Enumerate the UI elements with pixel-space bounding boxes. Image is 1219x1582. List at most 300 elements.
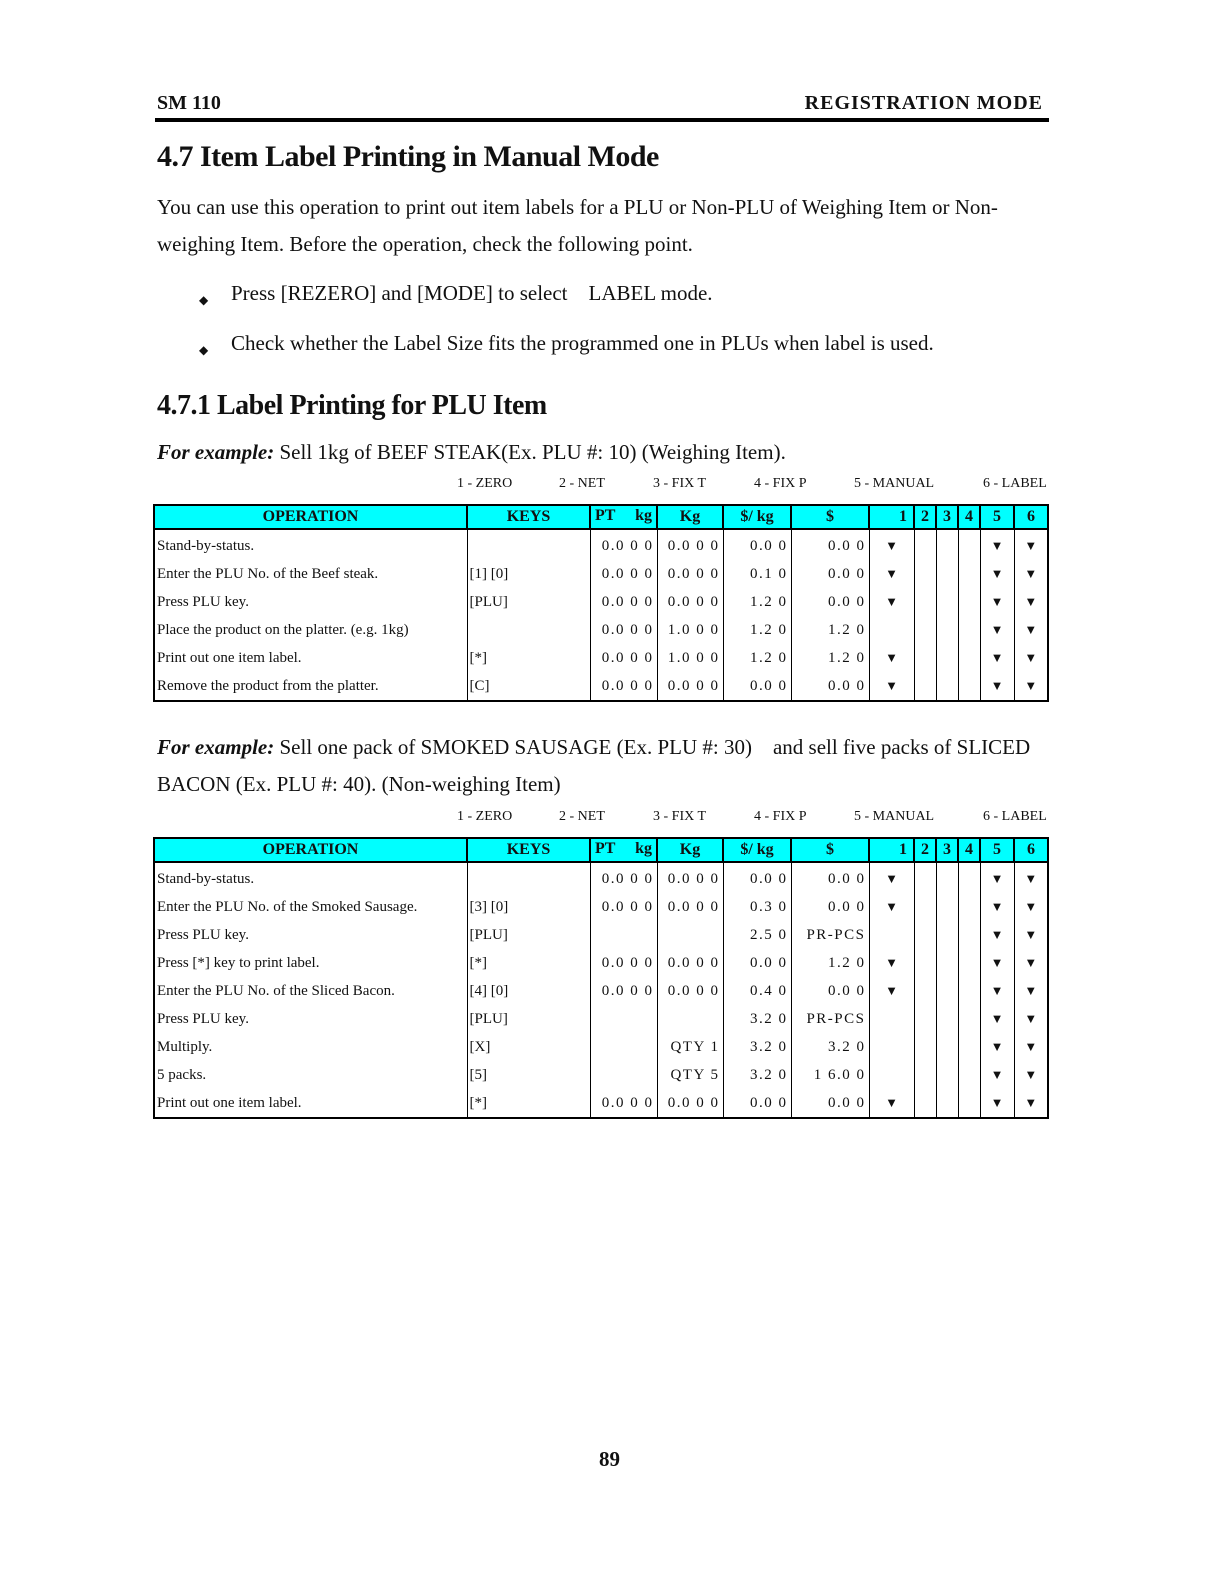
- operation-cell: Place the product on the platter. (e.g. 1kg): [154, 616, 467, 644]
- indicator-triangle-icon: ▼: [1024, 1039, 1038, 1054]
- weight-cell: 0.0 0 0: [657, 893, 723, 921]
- indicator-6-cell: [1014, 616, 1048, 644]
- indicator-6-cell: [1014, 1005, 1048, 1033]
- total-price-cell: 0.0 0: [791, 893, 869, 921]
- total-price-cell: 1.2 0: [791, 644, 869, 672]
- pt-cell: 0.0 0 0: [590, 644, 657, 672]
- operation-cell: Stand-by-status.: [154, 529, 467, 560]
- pt-cell: 0.0 0 0: [590, 616, 657, 644]
- indicator-triangle-icon: ▼: [990, 594, 1004, 609]
- weight-cell: 0.0 0 0: [657, 672, 723, 701]
- table-row: [154, 893, 1048, 921]
- indicator-legend: [157, 476, 1051, 496]
- indicator-triangle-icon: ▼: [1024, 650, 1038, 665]
- indicator-5-cell: [980, 893, 1014, 921]
- indicator-2-cell: [914, 949, 936, 977]
- pt-cell: 0.0 0 0: [590, 672, 657, 701]
- keys-cell: [PLU]: [467, 588, 590, 616]
- example-label: For example:: [157, 735, 275, 759]
- pt-cell: 0.0 0 0: [590, 529, 657, 560]
- indicator-6-cell: [1014, 529, 1048, 560]
- indicator-triangle-icon: ▼: [990, 955, 1004, 970]
- total-price-cell: 0.0 0: [791, 862, 869, 893]
- total-price-cell: 1 6.0 0: [791, 1061, 869, 1089]
- pt-cell: 0.0 0 0: [590, 977, 657, 1005]
- column-header-pt-kg: [590, 505, 657, 529]
- indicator-6-cell: [1014, 893, 1048, 921]
- indicator-1-cell: [869, 1005, 914, 1033]
- indicator-1-cell: [869, 862, 914, 893]
- pt-cell: [590, 1061, 657, 1089]
- table-row: [154, 1089, 1048, 1118]
- weight-cell: 1.0 0 0: [657, 644, 723, 672]
- pt-cell: 0.0 0 0: [590, 1089, 657, 1118]
- column-header-indicator-5: 5: [980, 838, 1014, 862]
- total-price-cell: PR-PCS: [791, 921, 869, 949]
- indicator-1-cell: [869, 644, 914, 672]
- weight-cell: 0.0 0 0: [657, 560, 723, 588]
- indicator-triangle-icon: ▼: [885, 983, 898, 998]
- indicator-4-cell: [958, 529, 980, 560]
- diamond-bullet-icon: ◆: [199, 343, 209, 357]
- indicator-2-cell: [914, 862, 936, 893]
- indicator-4-cell: [958, 1033, 980, 1061]
- indicator-triangle-icon: ▼: [1024, 1095, 1038, 1110]
- indicator-2-cell: [914, 921, 936, 949]
- indicator-1-cell: [869, 893, 914, 921]
- bullet-text: Press [REZERO] and [MODE] to select LABEL mode.: [231, 281, 713, 305]
- pt-cell: [590, 921, 657, 949]
- indicator-triangle-icon: ▼: [990, 678, 1004, 693]
- indicator-triangle-icon: ▼: [990, 927, 1004, 942]
- page-number: 89: [599, 1447, 620, 1471]
- keys-cell: [5]: [467, 1061, 590, 1089]
- indicator-3-cell: [936, 672, 958, 701]
- column-header-keys: KEYS: [467, 505, 590, 529]
- indicator-3-cell: [936, 1089, 958, 1118]
- weight-cell: [657, 921, 723, 949]
- indicator-triangle-icon: ▼: [1024, 1011, 1038, 1026]
- list-item: [195, 328, 934, 378]
- indicator-1-cell: [869, 977, 914, 1005]
- section-title: 4.7 Item Label Printing in Manual Mode: [157, 140, 659, 173]
- indicator-4-cell: [958, 921, 980, 949]
- indicator-3-cell: [936, 616, 958, 644]
- indicator-4-cell: [958, 1089, 980, 1118]
- indicator-4-cell: [958, 560, 980, 588]
- indicator-5-cell: [980, 977, 1014, 1005]
- indicator-triangle-icon: ▼: [990, 622, 1004, 637]
- keys-cell: [467, 616, 590, 644]
- unit-price-cell: 0.1 0: [723, 560, 791, 588]
- legend-item: 6 - LABEL: [983, 476, 1047, 491]
- column-header-indicator-1: 1: [869, 838, 914, 862]
- indicator-triangle-icon: ▼: [1024, 955, 1038, 970]
- total-price-cell: 0.0 0: [791, 529, 869, 560]
- keys-cell: [1] [0]: [467, 560, 590, 588]
- table-row: [154, 921, 1048, 949]
- unit-price-cell: 1.2 0: [723, 644, 791, 672]
- indicator-1-cell: [869, 1089, 914, 1118]
- legend-item: 5 - MANUAL: [854, 476, 935, 491]
- legend-item: 5 - MANUAL: [854, 809, 935, 824]
- manual-model: SM 110: [157, 92, 221, 114]
- keys-cell: [4] [0]: [467, 977, 590, 1005]
- pt-cell: 0.0 0 0: [590, 588, 657, 616]
- intro-paragraph: You can use this operation to print out item labels for a PLU or Non-PLU of Weighing Item or Non-weighing Item. Before the operation, check the following point.: [157, 195, 998, 256]
- indicator-2-cell: [914, 588, 936, 616]
- unit-price-cell: 0.0 0: [723, 672, 791, 701]
- indicator-6-cell: [1014, 560, 1048, 588]
- operation-cell: Enter the PLU No. of the Smoked Sausage.: [154, 893, 467, 921]
- weight-cell: 0.0 0 0: [657, 588, 723, 616]
- table-row: [154, 644, 1048, 672]
- indicator-triangle-icon: ▼: [990, 650, 1004, 665]
- table-row: [154, 949, 1048, 977]
- column-header-indicator-4: 4: [958, 838, 980, 862]
- example-text: Sell 1kg of BEEF STEAK(Ex. PLU #: 10) (Weighing Item).: [274, 440, 786, 464]
- legend-item: 4 - FIX P: [754, 809, 807, 824]
- indicator-5-cell: [980, 529, 1014, 560]
- indicator-4-cell: [958, 616, 980, 644]
- indicator-triangle-icon: ▼: [990, 1039, 1004, 1054]
- column-header-pt-unit: kg: [635, 840, 652, 857]
- column-header-pt-kg: [590, 838, 657, 862]
- column-header-indicator-2: 2: [914, 505, 936, 529]
- column-header-pt: PT: [595, 507, 616, 524]
- indicator-5-cell: [980, 588, 1014, 616]
- total-price-cell: 0.0 0: [791, 588, 869, 616]
- operation-cell: Press PLU key.: [154, 921, 467, 949]
- indicator-1-cell: [869, 672, 914, 701]
- indicator-triangle-icon: ▼: [885, 650, 898, 665]
- indicator-3-cell: [936, 529, 958, 560]
- weight-cell: 1.0 0 0: [657, 616, 723, 644]
- operation-table-2: [153, 837, 1049, 1119]
- indicator-triangle-icon: ▼: [885, 1095, 898, 1110]
- operation-cell: Enter the PLU No. of the Sliced Bacon.: [154, 977, 467, 1005]
- table-header-row: [154, 505, 1048, 529]
- column-header-total: $: [791, 838, 869, 862]
- table-header-row: [154, 838, 1048, 862]
- legend-item: 1 - ZERO: [457, 809, 513, 824]
- page-header: [155, 92, 1049, 122]
- indicator-5-cell: [980, 644, 1014, 672]
- indicator-triangle-icon: ▼: [885, 955, 898, 970]
- indicator-4-cell: [958, 588, 980, 616]
- unit-price-cell: 0.0 0: [723, 529, 791, 560]
- operation-cell: Press PLU key.: [154, 1005, 467, 1033]
- legend-item: 4 - FIX P: [754, 476, 807, 491]
- indicator-6-cell: [1014, 862, 1048, 893]
- indicator-3-cell: [936, 1005, 958, 1033]
- indicator-5-cell: [980, 1033, 1014, 1061]
- checklist: [195, 278, 934, 378]
- chapter-title: REGISTRATION MODE: [804, 92, 1043, 114]
- indicator-5-cell: [980, 949, 1014, 977]
- weight-cell: [657, 1005, 723, 1033]
- operation-cell: Multiply.: [154, 1033, 467, 1061]
- keys-cell: [3] [0]: [467, 893, 590, 921]
- indicator-4-cell: [958, 977, 980, 1005]
- indicator-triangle-icon: ▼: [990, 899, 1004, 914]
- indicator-triangle-icon: ▼: [1024, 622, 1038, 637]
- keys-cell: [X]: [467, 1033, 590, 1061]
- total-price-cell: 0.0 0: [791, 560, 869, 588]
- operation-cell: Enter the PLU No. of the Beef steak.: [154, 560, 467, 588]
- indicator-triangle-icon: ▼: [990, 871, 1004, 886]
- unit-price-cell: 3.2 0: [723, 1033, 791, 1061]
- indicator-6-cell: [1014, 921, 1048, 949]
- indicator-3-cell: [936, 977, 958, 1005]
- keys-cell: [*]: [467, 949, 590, 977]
- indicator-5-cell: [980, 1061, 1014, 1089]
- column-header-kg: Kg: [657, 505, 723, 529]
- indicator-6-cell: [1014, 1061, 1048, 1089]
- legend-item: 1 - ZERO: [457, 476, 513, 491]
- indicator-3-cell: [936, 1061, 958, 1089]
- indicator-2-cell: [914, 1061, 936, 1089]
- indicator-3-cell: [936, 862, 958, 893]
- operation-cell: Print out one item label.: [154, 1089, 467, 1118]
- indicator-1-cell: [869, 588, 914, 616]
- unit-price-cell: 1.2 0: [723, 588, 791, 616]
- indicator-triangle-icon: ▼: [1024, 594, 1038, 609]
- indicator-triangle-icon: ▼: [990, 983, 1004, 998]
- keys-cell: [PLU]: [467, 1005, 590, 1033]
- indicator-5-cell: [980, 921, 1014, 949]
- indicator-4-cell: [958, 862, 980, 893]
- column-header-indicator-5: 5: [980, 505, 1014, 529]
- legend-item: 3 - FIX T: [653, 809, 707, 824]
- weight-cell: 0.0 0 0: [657, 977, 723, 1005]
- keys-cell: [*]: [467, 644, 590, 672]
- indicator-6-cell: [1014, 1089, 1048, 1118]
- indicator-triangle-icon: ▼: [1024, 538, 1038, 553]
- operation-cell: Press [*] key to print label.: [154, 949, 467, 977]
- example-2-description: [157, 729, 1057, 803]
- indicator-3-cell: [936, 949, 958, 977]
- unit-price-cell: 0.4 0: [723, 977, 791, 1005]
- table-row: [154, 1005, 1048, 1033]
- column-header-indicator-1: 1: [869, 505, 914, 529]
- pt-cell: 0.0 0 0: [590, 949, 657, 977]
- keys-cell: [467, 529, 590, 560]
- indicator-6-cell: [1014, 672, 1048, 701]
- column-header-price-per-kg: $/ kg: [723, 505, 791, 529]
- operation-table-1: [153, 504, 1049, 702]
- indicator-5-cell: [980, 1089, 1014, 1118]
- total-price-cell: 0.0 0: [791, 977, 869, 1005]
- indicator-4-cell: [958, 949, 980, 977]
- indicator-triangle-icon: ▼: [990, 1095, 1004, 1110]
- indicator-triangle-icon: ▼: [885, 566, 898, 581]
- indicator-4-cell: [958, 1005, 980, 1033]
- indicator-triangle-icon: ▼: [990, 1067, 1004, 1082]
- column-header-operation: OPERATION: [154, 838, 467, 862]
- total-price-cell: 1.2 0: [791, 949, 869, 977]
- keys-cell: [PLU]: [467, 921, 590, 949]
- indicator-3-cell: [936, 644, 958, 672]
- pt-cell: [590, 1033, 657, 1061]
- weight-cell: 0.0 0 0: [657, 862, 723, 893]
- subsection-title: 4.7.1 Label Printing for PLU Item: [157, 390, 547, 421]
- unit-price-cell: 0.0 0: [723, 1089, 791, 1118]
- table-row: [154, 560, 1048, 588]
- unit-price-cell: 2.5 0: [723, 921, 791, 949]
- indicator-triangle-icon: ▼: [1024, 1067, 1038, 1082]
- column-header-pt-unit: kg: [635, 507, 652, 524]
- pt-cell: 0.0 0 0: [590, 560, 657, 588]
- column-header-keys: KEYS: [467, 838, 590, 862]
- total-price-cell: 0.0 0: [791, 672, 869, 701]
- indicator-triangle-icon: ▼: [1024, 927, 1038, 942]
- indicator-1-cell: [869, 1061, 914, 1089]
- table-row: [154, 862, 1048, 893]
- table-row: [154, 977, 1048, 1005]
- table-row: [154, 1061, 1048, 1089]
- column-header-total: $: [791, 505, 869, 529]
- indicator-triangle-icon: ▼: [1024, 899, 1038, 914]
- indicator-legend: [157, 809, 1051, 829]
- bullet-text: Check whether the Label Size fits the programmed one in PLUs when label is used.: [231, 331, 934, 355]
- diamond-bullet-icon: ◆: [199, 293, 209, 307]
- unit-price-cell: 1.2 0: [723, 616, 791, 644]
- unit-price-cell: 0.3 0: [723, 893, 791, 921]
- indicator-1-cell: [869, 560, 914, 588]
- indicator-1-cell: [869, 921, 914, 949]
- keys-cell: [*]: [467, 1089, 590, 1118]
- indicator-6-cell: [1014, 1033, 1048, 1061]
- indicator-triangle-icon: ▼: [1024, 678, 1038, 693]
- keys-cell: [467, 862, 590, 893]
- keys-cell: [C]: [467, 672, 590, 701]
- total-price-cell: 0.0 0: [791, 1089, 869, 1118]
- indicator-5-cell: [980, 616, 1014, 644]
- list-item: [195, 278, 934, 328]
- indicator-4-cell: [958, 893, 980, 921]
- table-row: [154, 616, 1048, 644]
- indicator-2-cell: [914, 1005, 936, 1033]
- indicator-4-cell: [958, 672, 980, 701]
- column-header-indicator-3: 3: [936, 838, 958, 862]
- legend-item: 3 - FIX T: [653, 476, 707, 491]
- indicator-triangle-icon: ▼: [885, 538, 898, 553]
- indicator-triangle-icon: ▼: [885, 594, 898, 609]
- indicator-1-cell: [869, 949, 914, 977]
- column-header-indicator-6: 6: [1014, 838, 1048, 862]
- indicator-3-cell: [936, 588, 958, 616]
- indicator-5-cell: [980, 862, 1014, 893]
- table-row: [154, 588, 1048, 616]
- column-header-indicator-4: 4: [958, 505, 980, 529]
- column-header-pt: PT: [595, 840, 616, 857]
- indicator-triangle-icon: ▼: [1024, 983, 1038, 998]
- indicator-1-cell: [869, 616, 914, 644]
- operation-cell: Remove the product from the platter.: [154, 672, 467, 701]
- column-header-kg: Kg: [657, 838, 723, 862]
- pt-cell: 0.0 0 0: [590, 893, 657, 921]
- indicator-triangle-icon: ▼: [885, 871, 898, 886]
- indicator-triangle-icon: ▼: [990, 538, 1004, 553]
- weight-cell: 0.0 0 0: [657, 949, 723, 977]
- indicator-triangle-icon: ▼: [990, 1011, 1004, 1026]
- weight-cell: 0.0 0 0: [657, 529, 723, 560]
- unit-price-cell: 0.0 0: [723, 862, 791, 893]
- pt-cell: 0.0 0 0: [590, 862, 657, 893]
- indicator-1-cell: [869, 1033, 914, 1061]
- indicator-2-cell: [914, 644, 936, 672]
- total-price-cell: PR-PCS: [791, 1005, 869, 1033]
- indicator-triangle-icon: ▼: [990, 566, 1004, 581]
- pt-cell: [590, 1005, 657, 1033]
- indicator-3-cell: [936, 921, 958, 949]
- indicator-5-cell: [980, 560, 1014, 588]
- legend-item: 2 - NET: [559, 476, 605, 491]
- weight-cell: 0.0 0 0: [657, 1089, 723, 1118]
- operation-cell: 5 packs.: [154, 1061, 467, 1089]
- column-header-indicator-2: 2: [914, 838, 936, 862]
- column-header-indicator-3: 3: [936, 505, 958, 529]
- unit-price-cell: 0.0 0: [723, 949, 791, 977]
- indicator-6-cell: [1014, 644, 1048, 672]
- operation-cell: Stand-by-status.: [154, 862, 467, 893]
- table-row: [154, 672, 1048, 701]
- indicator-2-cell: [914, 616, 936, 644]
- indicator-2-cell: [914, 893, 936, 921]
- indicator-5-cell: [980, 1005, 1014, 1033]
- indicator-6-cell: [1014, 977, 1048, 1005]
- indicator-3-cell: [936, 1033, 958, 1061]
- total-price-cell: 3.2 0: [791, 1033, 869, 1061]
- indicator-2-cell: [914, 1033, 936, 1061]
- column-header-operation: OPERATION: [154, 505, 467, 529]
- indicator-6-cell: [1014, 588, 1048, 616]
- example-label: For example:: [157, 440, 275, 464]
- table-row: [154, 529, 1048, 560]
- operation-cell: Print out one item label.: [154, 644, 467, 672]
- indicator-triangle-icon: ▼: [885, 899, 898, 914]
- indicator-2-cell: [914, 1089, 936, 1118]
- indicator-2-cell: [914, 977, 936, 1005]
- indicator-5-cell: [980, 672, 1014, 701]
- indicator-triangle-icon: ▼: [885, 678, 898, 693]
- indicator-triangle-icon: ▼: [1024, 566, 1038, 581]
- indicator-2-cell: [914, 529, 936, 560]
- indicator-3-cell: [936, 560, 958, 588]
- example-text: Sell one pack of SMOKED SAUSAGE (Ex. PLU #: 30) and sell five packs of SLICED BACON (Ex. PLU #: 40). (Non-weighing Item): [157, 735, 1036, 796]
- table-row: [154, 1033, 1048, 1061]
- total-price-cell: 1.2 0: [791, 616, 869, 644]
- example-1-description: [157, 434, 1057, 471]
- weight-cell: QTY 5: [657, 1061, 723, 1089]
- indicator-2-cell: [914, 560, 936, 588]
- indicator-3-cell: [936, 893, 958, 921]
- indicator-triangle-icon: ▼: [1024, 871, 1038, 886]
- indicator-2-cell: [914, 672, 936, 701]
- legend-item: 2 - NET: [559, 809, 605, 824]
- weight-cell: QTY 1: [657, 1033, 723, 1061]
- operation-cell: Press PLU key.: [154, 588, 467, 616]
- unit-price-cell: 3.2 0: [723, 1061, 791, 1089]
- column-header-indicator-6: 6: [1014, 505, 1048, 529]
- indicator-6-cell: [1014, 949, 1048, 977]
- indicator-1-cell: [869, 529, 914, 560]
- column-header-price-per-kg: $/ kg: [723, 838, 791, 862]
- legend-item: 6 - LABEL: [983, 809, 1047, 824]
- indicator-4-cell: [958, 1061, 980, 1089]
- indicator-4-cell: [958, 644, 980, 672]
